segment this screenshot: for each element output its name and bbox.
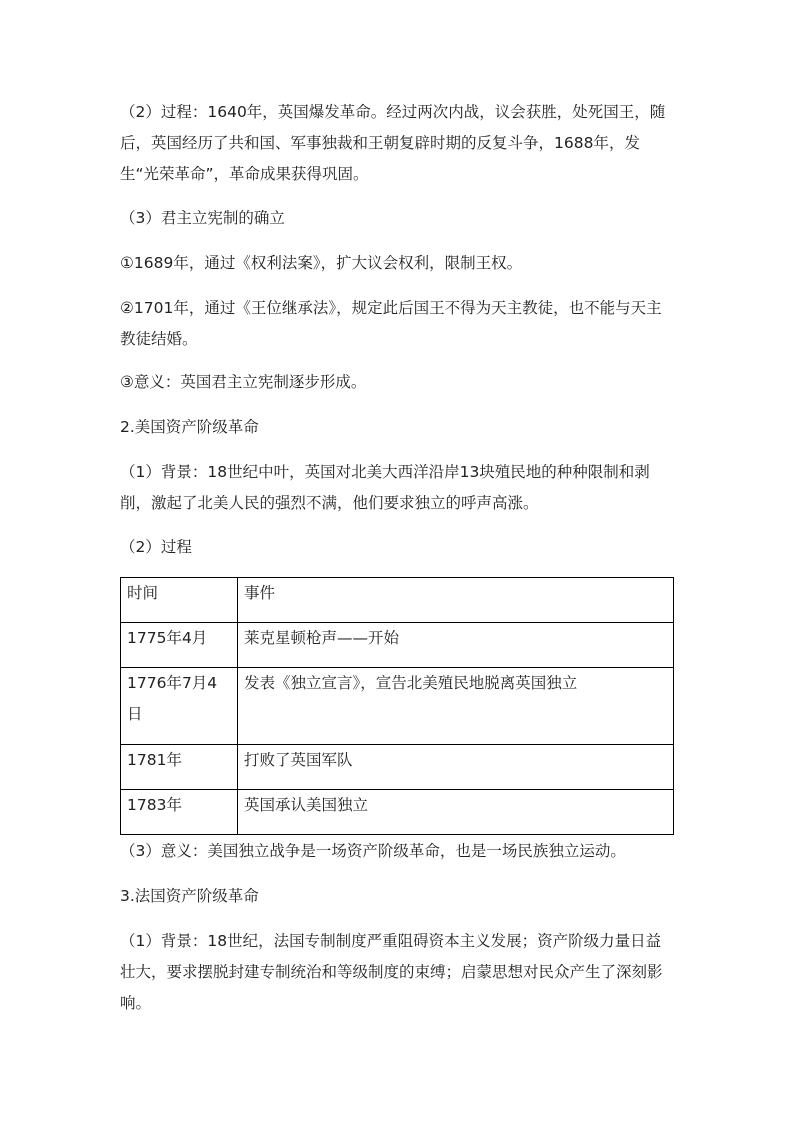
heading-constitutional-monarchy: （3）君主立宪制的确立 xyxy=(120,209,285,227)
heading-process-america: （2）过程 xyxy=(120,538,192,556)
table-row xyxy=(121,668,674,745)
timeline-table xyxy=(120,577,674,835)
paragraph-background-america: （1）背景：18世纪中叶，英国对北美大西洋沿岸13块殖民地的种种限制和剥削，激起了北美人民的强烈不满，他们要求独立的呼声高涨。 xyxy=(120,463,650,512)
table-row xyxy=(121,745,674,790)
cell-time: 1775年4月 xyxy=(121,623,238,668)
paragraph-background-france: （1）背景：18世纪，法国专制制度严重阻碍资本主义发展；资产阶级力量日益壮大，要求摆脱封建专制统治和等级制度的束缚；启蒙思想对民众产生了深刻影响。 xyxy=(120,932,663,1012)
table-header-row xyxy=(121,578,674,623)
cell-event: 莱克星顿枪声——开始 xyxy=(238,623,674,668)
cell-time: 1781年 xyxy=(121,745,238,790)
header-event: 事件 xyxy=(238,578,674,623)
paragraph-process-england: （2）过程：1640年，英国爆发革命。经过两次内战，议会获胜，处死国王，随后，英国经历了共和国、军事独裁和王朝复辟时期的反复斗争，1688年，发生“光荣革命”，革命成果获得巩固。 xyxy=(120,103,666,183)
cell-event: 英国承认美国独立 xyxy=(238,790,674,835)
cell-time: 1783年 xyxy=(121,790,238,835)
item-act-of-settlement: ②1701年，通过《王位继承法》，规定此后国王不得为天主教徒，也不能与天主教徒结婚。 xyxy=(120,299,662,348)
cell-time: 1776年7月4日 xyxy=(121,668,238,745)
item-significance-england: ③意义：英国君主立宪制逐步形成。 xyxy=(120,373,367,391)
header-time: 时间 xyxy=(121,578,238,623)
table-row xyxy=(121,790,674,835)
cell-event: 打败了英国军队 xyxy=(238,745,674,790)
item-bill-of-rights: ①1689年，通过《权利法案》，扩大议会权利，限制王权。 xyxy=(120,254,523,272)
paragraph-significance-america: （3）意义：美国独立战争是一场资产阶级革命，也是一场民族独立运动。 xyxy=(120,842,626,860)
section-heading-french-revolution: 3.法国资产阶级革命 xyxy=(120,887,259,905)
table-row xyxy=(121,623,674,668)
section-heading-american-revolution: 2.美国资产阶级革命 xyxy=(120,418,259,436)
cell-event: 发表《独立宣言》，宣告北美殖民地脱离英国独立 xyxy=(238,668,674,745)
